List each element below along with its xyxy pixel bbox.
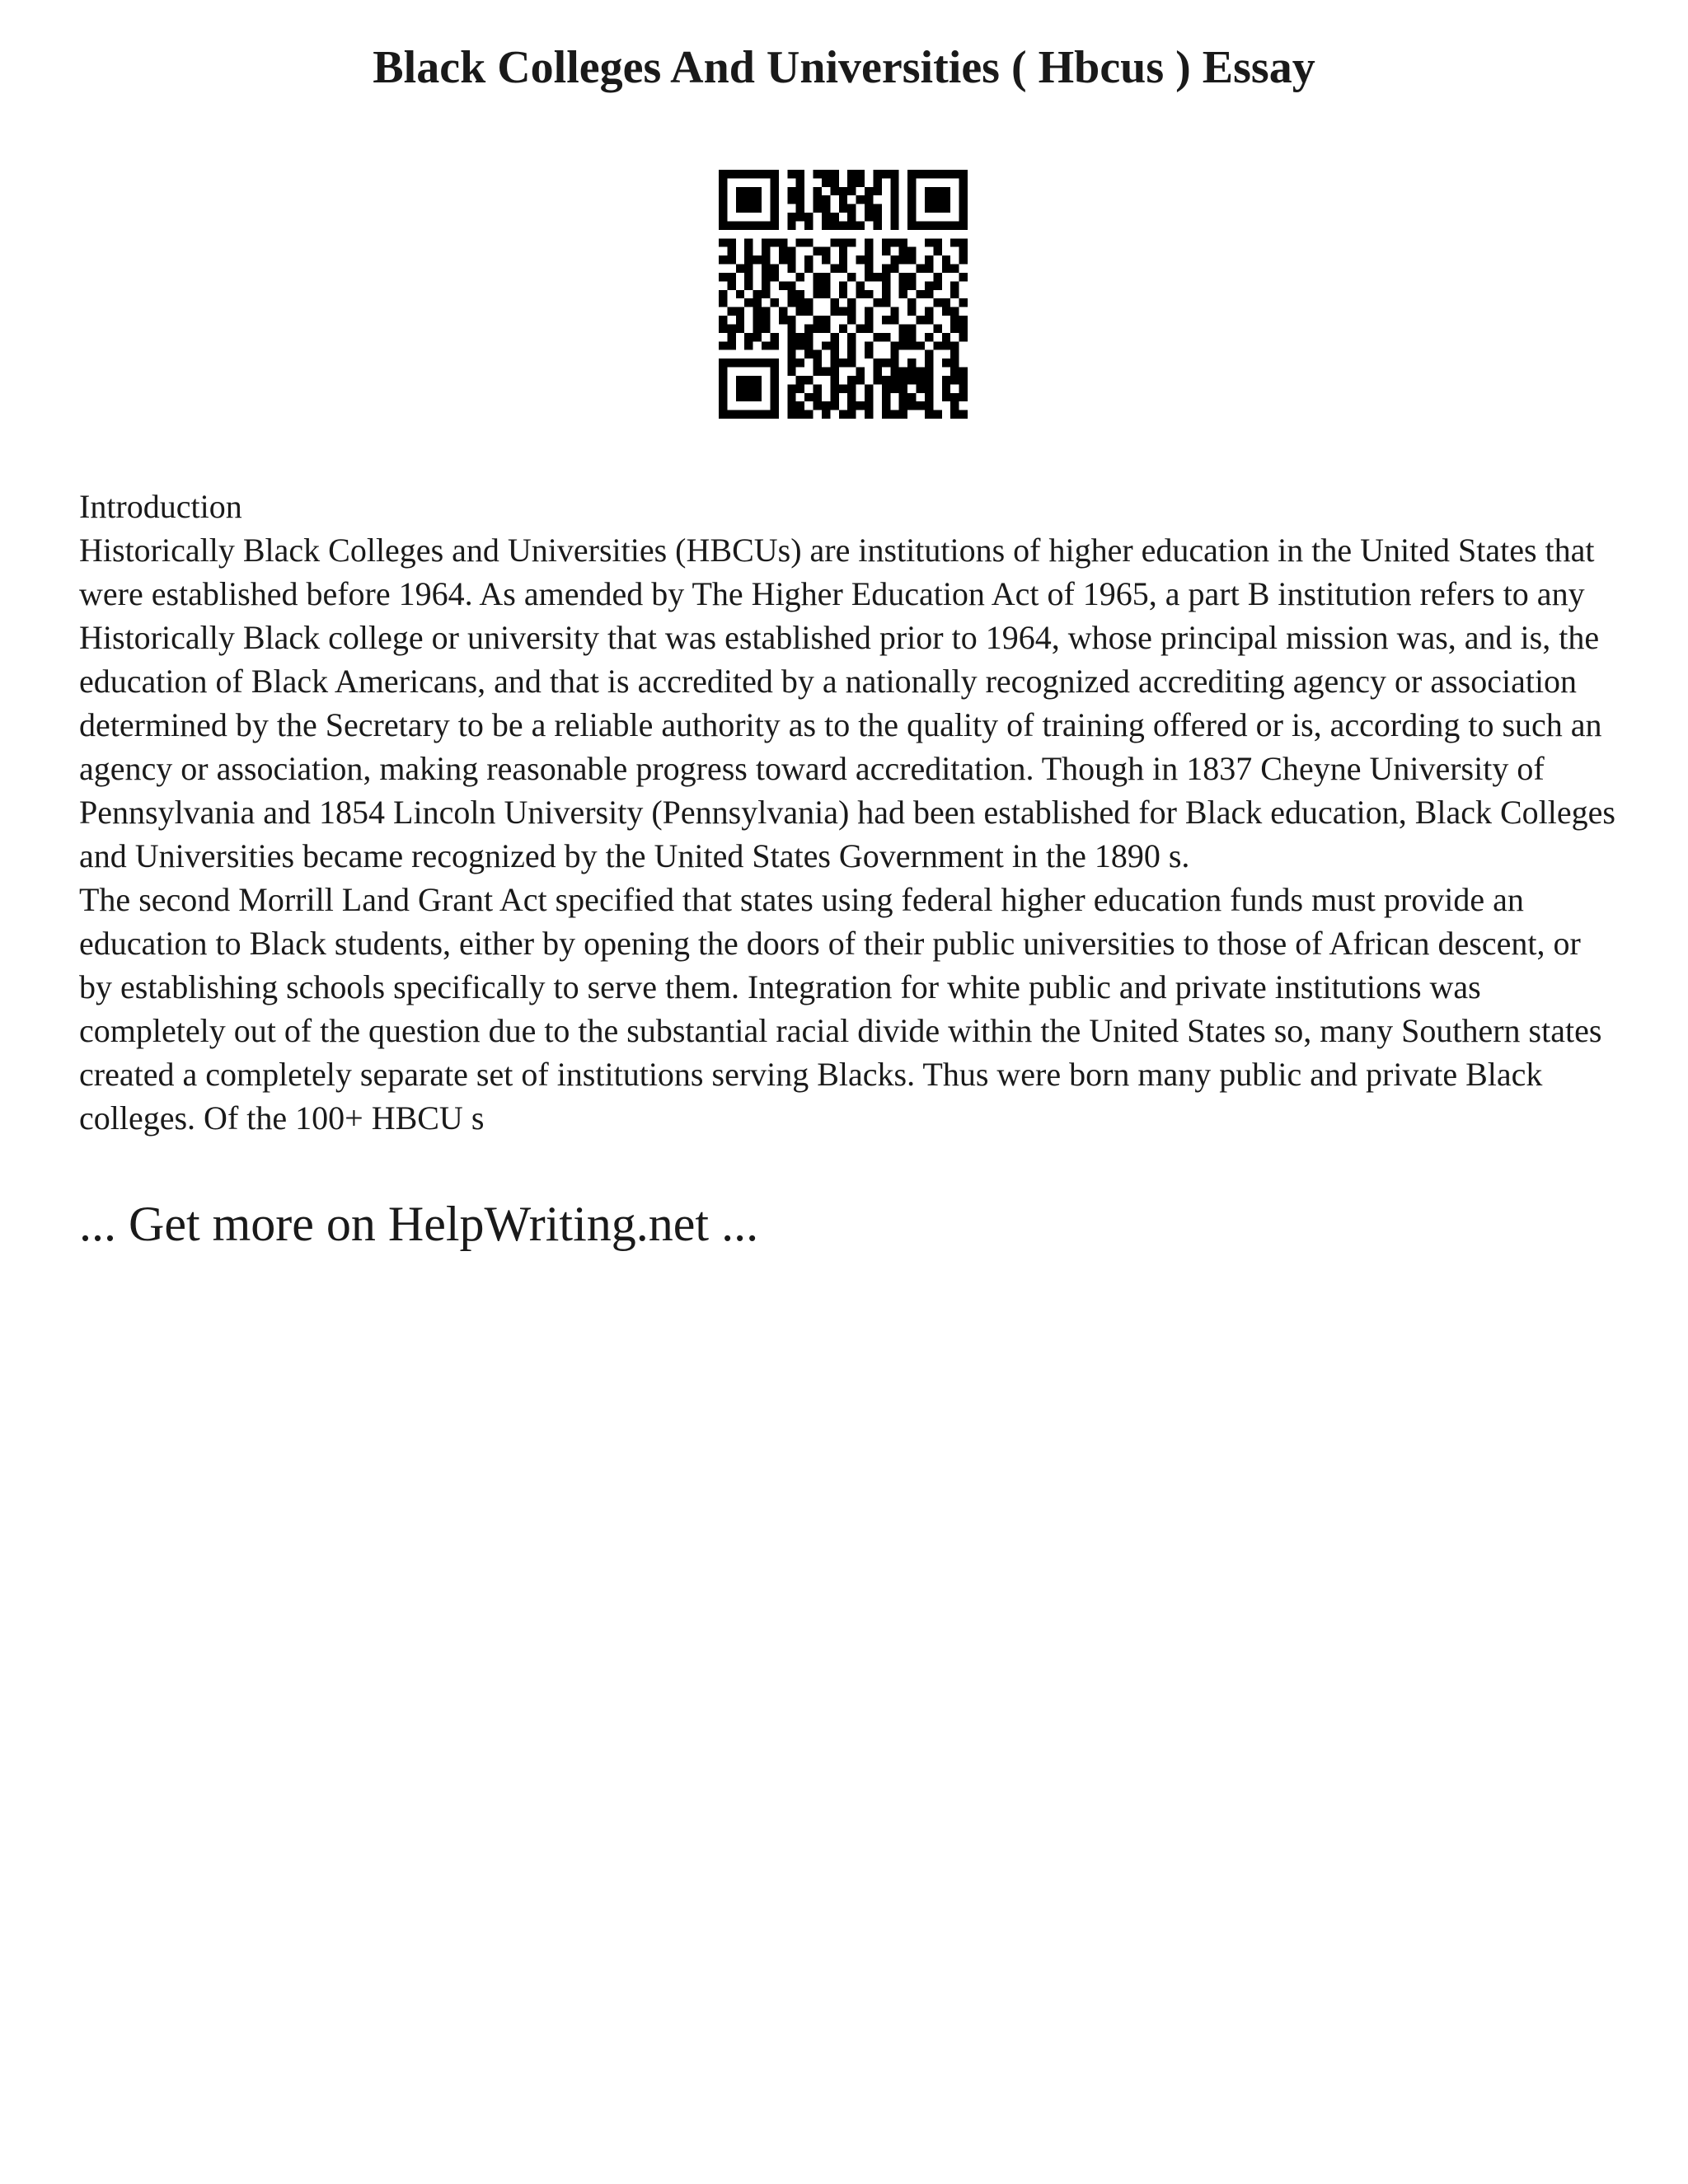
section-heading-introduction: Introduction — [79, 488, 242, 525]
qr-code-icon — [719, 170, 968, 419]
essay-body — [79, 528, 1620, 1140]
essay-paragraph: The second Morrill Land Grant Act specified that states using federal higher education funds must provide an education to Black students, either by opening the doors of their public universities to those of African descent, or by establishing schools specifically to serve them. Integration for white public and private institutions was completely out of the question due to the substantial racial divide within the United States so, many Southern states created a completely separate set of institutions serving Blacks. Thus were born many public and private Black colleges. Of the 100+ HBCU s — [79, 881, 1602, 1137]
essay-paragraph: Historically Black Colleges and Universities (HBCUs) are institutions of higher education in the United States that were established before 1964. As amended by The Higher Education Act of 1965, a part B institution refers to any Historically Black college or university that was established prior to 1964, whose principal mission was, and is, the education of Black Americans, and that is accredited by a nationally recognized accrediting agency or association determined by the Secretary to be a reliable authority as to the quality of training offered or is, according to such an agency or association, making reasonable progress toward accreditation. Though in 1837 Cheyne University of Pennsylvania and 1854 Lincoln University (Pennsylvania) had been established for Black education, Black Colleges and Universities became recognized by the United States Government in the 1890 s. — [79, 532, 1615, 874]
get-more-link[interactable]: ... Get more on HelpWriting.net ... — [79, 1197, 759, 1251]
page-title: Black Colleges And Universities ( Hbcus ) Essay — [373, 42, 1315, 93]
